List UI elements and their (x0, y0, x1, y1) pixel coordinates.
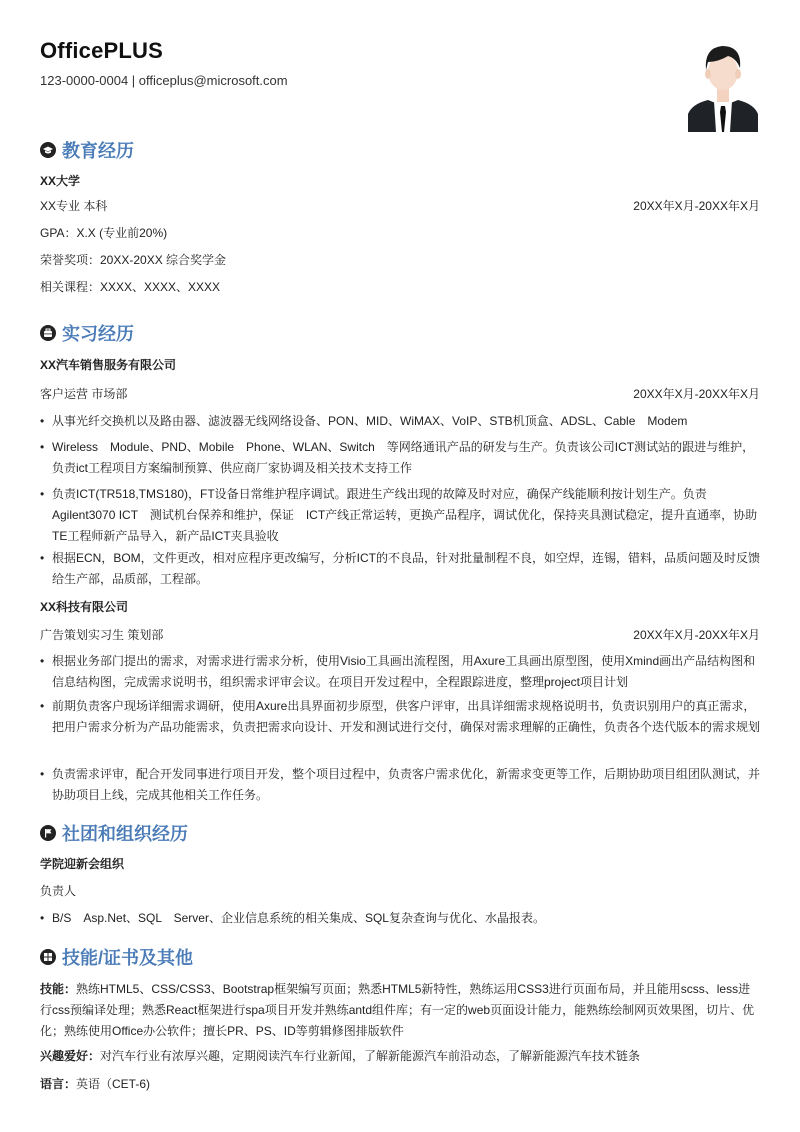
candidate-name: OfficePLUS (40, 38, 164, 63)
list-item: • B/S Asp.Net、SQL Server、企业信息系统的相关集成、SQL复杂查询与优化、水晶报表。 (40, 908, 760, 929)
gpa: GPA：X.X (专业前20%) (40, 226, 168, 240)
honors: 荣誉奖项：20XX-20XX 综合奖学金 (40, 253, 227, 267)
major: XX专业 本科 (40, 199, 108, 213)
section-title-text: 技能/证书及其他 (62, 948, 194, 968)
language-paragraph (40, 1074, 760, 1095)
skills-text: 熟练HTML5、CSS/CSS3、Bootstrap框架编写页面；熟悉HTML5新特性，熟练运用CSS3进行页面布局，并且能用scss、less进行css预编译处理；熟悉React框架进行spa项目开发并熟练antd组件库；有一定的web页面设计能力，能熟练绘制网页效果图，切片、优化；熟练使用Office办公软件；擅长PR、PS、ID等剪辑修图排版软件 (40, 982, 755, 1038)
list-item: • 根据业务部门提出的需求，对需求进行需求分析，使用Visio工具画出流程图，用Axure工具画出原型图，使用Xmind画出产品结构图和信息结构图，完成需求说明书，组织需求评审会议。在项目开发过程中，全程跟踪进度，整理project项目计划 (40, 651, 760, 693)
briefcase-icon (40, 325, 56, 341)
graduation-cap-icon (40, 142, 56, 158)
list-item: • 从事光纤交换机以及路由器、滤波器无线网络设备、PON、MID、WiMAX、VoIP、STB机顶盒、ADSL、Cable Modem (40, 411, 760, 432)
job-role: 客户运营 市场部 (40, 387, 128, 401)
section-internship (40, 320, 134, 346)
section-title-text: 教育经历 (62, 141, 134, 161)
section-education (40, 137, 134, 163)
job-dates: 20XX年X月-20XX年X月 (633, 387, 760, 401)
skills-paragraph (40, 979, 760, 1042)
section-clubs (40, 820, 188, 846)
bullet-icon: • (40, 699, 45, 713)
bullet-icon: • (40, 911, 45, 925)
avatar-icon (688, 40, 758, 132)
section-title-text: 实习经历 (62, 324, 134, 344)
company-name: XX科技有限公司 (40, 600, 129, 614)
bullet-icon: • (40, 767, 45, 781)
list-item: • 负责需求评审，配合开发同事进行项目开发，整个项目过程中，负责客户需求优化，新需求变更等工作，后期协助项目组团队测试，并协助项目上线，完成其他相关工作任务。 (40, 764, 760, 806)
grid-icon (40, 949, 56, 965)
org-role: 负责人 (40, 884, 77, 898)
company-name: XX汽车销售服务有限公司 (40, 358, 177, 372)
bullet-icon: • (40, 440, 45, 454)
interests-text: 对汽车行业有浓厚兴趣，定期阅读汽车行业新闻，了解新能源汽车前沿动态，了解新能源汽车技术链条 (100, 1049, 641, 1063)
section-title-text: 社团和组织经历 (62, 824, 188, 844)
language-text: 英语（CET-6) (76, 1077, 151, 1091)
interests-label: 兴趣爱好： (40, 1049, 101, 1063)
contact-info: 123-0000-0004 | officeplus@microsoft.com (40, 73, 288, 88)
skills-label: 技能： (40, 982, 77, 996)
list-item: • 根据ECN，BOM，文件更改，相对应程序更改编写，分析ICT的不良品，针对批量制程不良，如空焊，连锡，错料，品质问题及时反馈给生产部，品质部，工程部。 (40, 548, 760, 590)
bullet-icon: • (40, 414, 45, 428)
education-dates: 20XX年X月-20XX年X月 (633, 199, 760, 213)
flag-icon (40, 825, 56, 841)
courses: 相关课程：XXXX、XXXX、XXXX (40, 280, 221, 294)
job-role-row (40, 627, 760, 643)
interests-paragraph (40, 1046, 760, 1067)
school-name: XX大学 (40, 174, 81, 188)
education-major-row (40, 198, 760, 214)
bullet-icon: • (40, 654, 45, 668)
list-item: • Wireless Module、PND、Mobile Phone、WLAN、Switch 等网络通讯产品的研发与生产。负责该公司ICT测试站的跟进与维护，负责ict工程项目方案编制预算、供应商厂家协调及相关技术支持工作 (40, 437, 760, 479)
job-role-row (40, 386, 760, 402)
list-item: • 负责ICT(TR518,TMS180)，FT设备日常维护程序调试。跟进生产线出现的故障及时对应，确保产线能顺利按计划生产。负责Agilent3070 ICT 测试机台保养和维护，保证 ICT产线正常运转，更换产品程序，调试优化，保持夹具测试稳定，提升直通率，协助TE工程师新产品导入，新产品ICT夹具验收 (40, 484, 760, 547)
section-skills (40, 944, 193, 970)
bullet-icon: • (40, 487, 45, 501)
list-item: • 前期负责客户现场详细需求调研，使用Axure出具界面初步原型，供客户评审，出具详细需求规格说明书，负责识别用户的真正需求，把用户需求分析为产品功能需求，负责把需求向设计、开发和测试进行交付，确保对需求理解的正确性，负责各个迭代版本的需求规划 (40, 696, 760, 738)
job-dates: 20XX年X月-20XX年X月 (633, 628, 760, 642)
org-name: 学院迎新会组织 (40, 857, 125, 871)
language-label: 语言： (40, 1077, 77, 1091)
bullet-icon: • (40, 551, 45, 565)
job-role: 广告策划实习生 策划部 (40, 628, 164, 642)
